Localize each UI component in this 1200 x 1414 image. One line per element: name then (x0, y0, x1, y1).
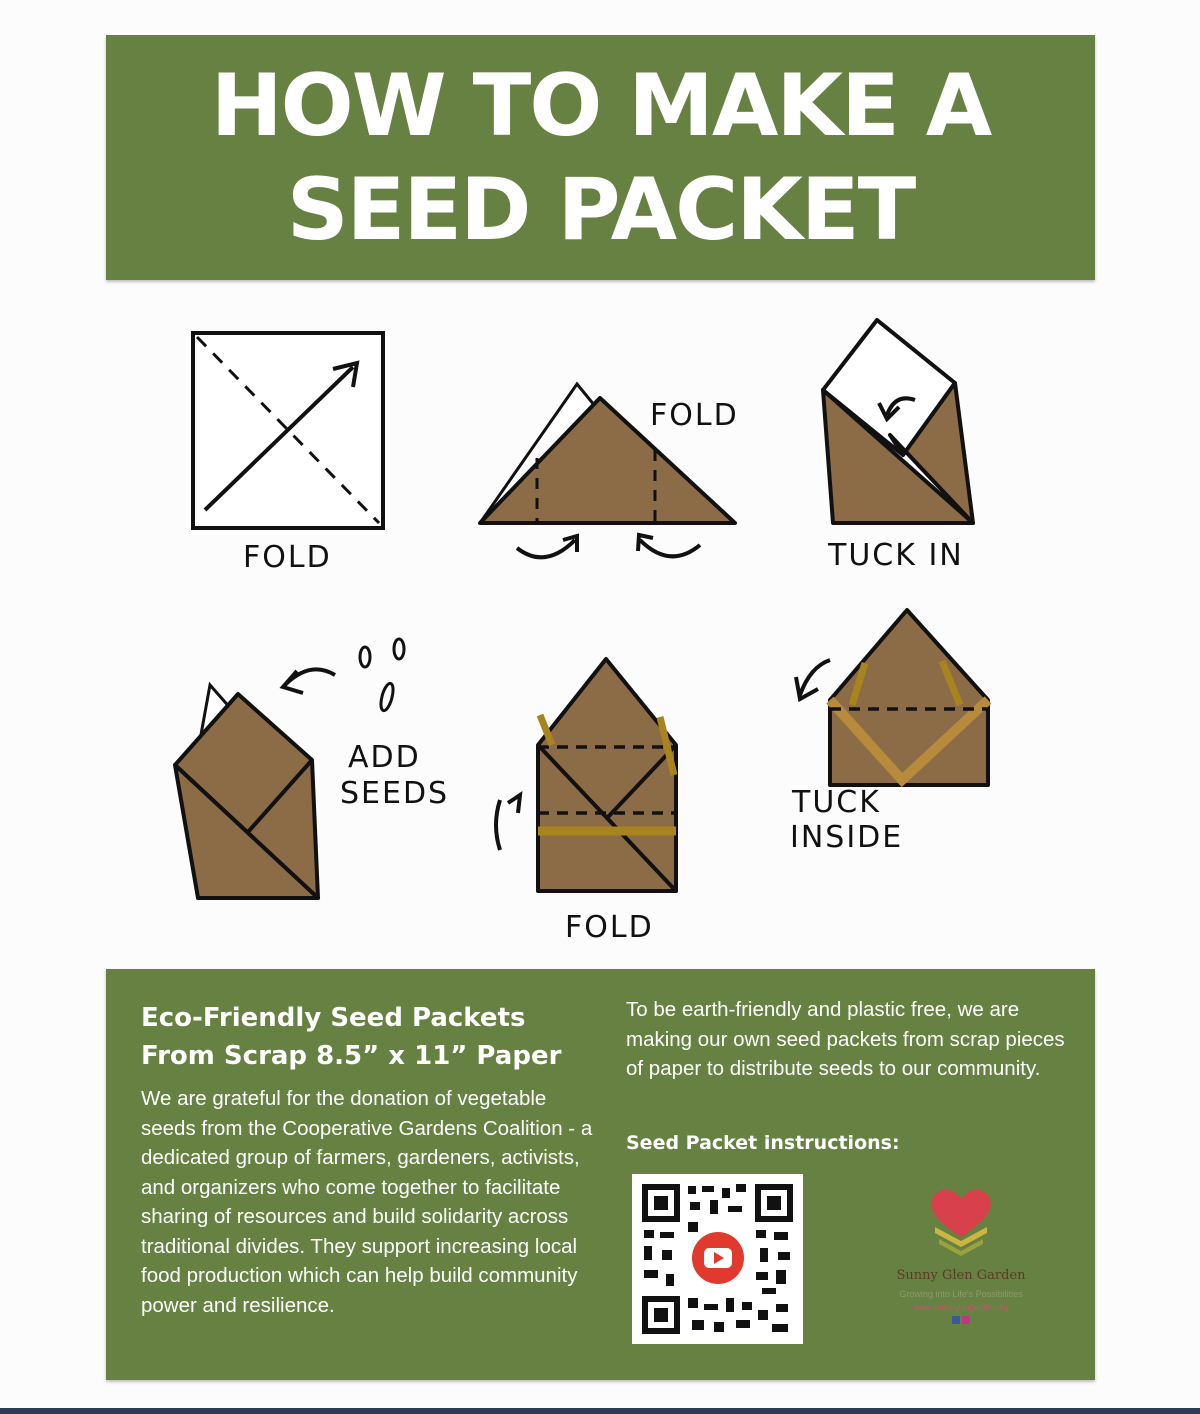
logo-social (856, 1316, 1066, 1326)
title-banner (106, 35, 1095, 280)
info-body: We are grateful for the donation of vegetable seeds from the Cooperative Gardens Coalition - a dedicated group of farmers, gardeners, activists, and organizers who come together to facilitate sharing of resources and build solidarity across traditional divides. They support increasing local food production which can help build community power and resilience. (141, 1087, 593, 1317)
qr-code-link[interactable] (632, 1174, 803, 1344)
step-6-label-line-1: TUCK (792, 785, 881, 820)
qr-code-icon (632, 1174, 803, 1344)
step-1-label: FOLD (243, 540, 332, 575)
step-3-label: TUCK IN (828, 538, 964, 573)
page-title-line-2: SEED PACKET (286, 159, 915, 260)
seeds-icon (275, 635, 415, 725)
sunny-glen-garden-logo (856, 1179, 1066, 1349)
logo-tagline: Growing into Life's Possibilities (899, 1289, 1023, 1299)
instructions-heading: Seed Packet instructions: (626, 1132, 900, 1154)
step-5-illustration (490, 655, 690, 895)
logo-url[interactable]: www.sunnyglengarden.org (913, 1303, 1009, 1312)
step-2-label: FOLD (650, 398, 739, 433)
step-4-label-line-1: ADD (348, 740, 421, 775)
step-5-label: FOLD (565, 910, 654, 945)
step-6-label-line-2: INSIDE (790, 820, 904, 855)
step-6-illustration (790, 605, 1000, 790)
step-1-illustration (185, 325, 385, 535)
info-panel (106, 969, 1095, 1380)
info-heading (141, 999, 601, 1075)
heart-logo-icon (921, 1179, 1001, 1259)
info-heading-line-2: From Scrap 8.5” x 11” Paper (141, 1041, 562, 1071)
logo-name: Sunny Glen Garden (896, 1268, 1026, 1283)
step-4-label-line-2: SEEDS (340, 776, 450, 811)
step-3-illustration (815, 315, 980, 530)
bottom-bar (0, 1408, 1200, 1414)
info-heading-line-1: Eco-Friendly Seed Packets (141, 1003, 526, 1033)
instagram-icon[interactable] (962, 1316, 970, 1324)
folding-diagram (150, 300, 1050, 960)
page-title-line-1: HOW TO MAKE A (210, 55, 991, 156)
facebook-icon[interactable] (952, 1316, 960, 1324)
info-intro: To be earth-friendly and plastic free, we are making our own seed packets from scrap pieces of paper to distribute seeds to our community. (626, 998, 1065, 1080)
